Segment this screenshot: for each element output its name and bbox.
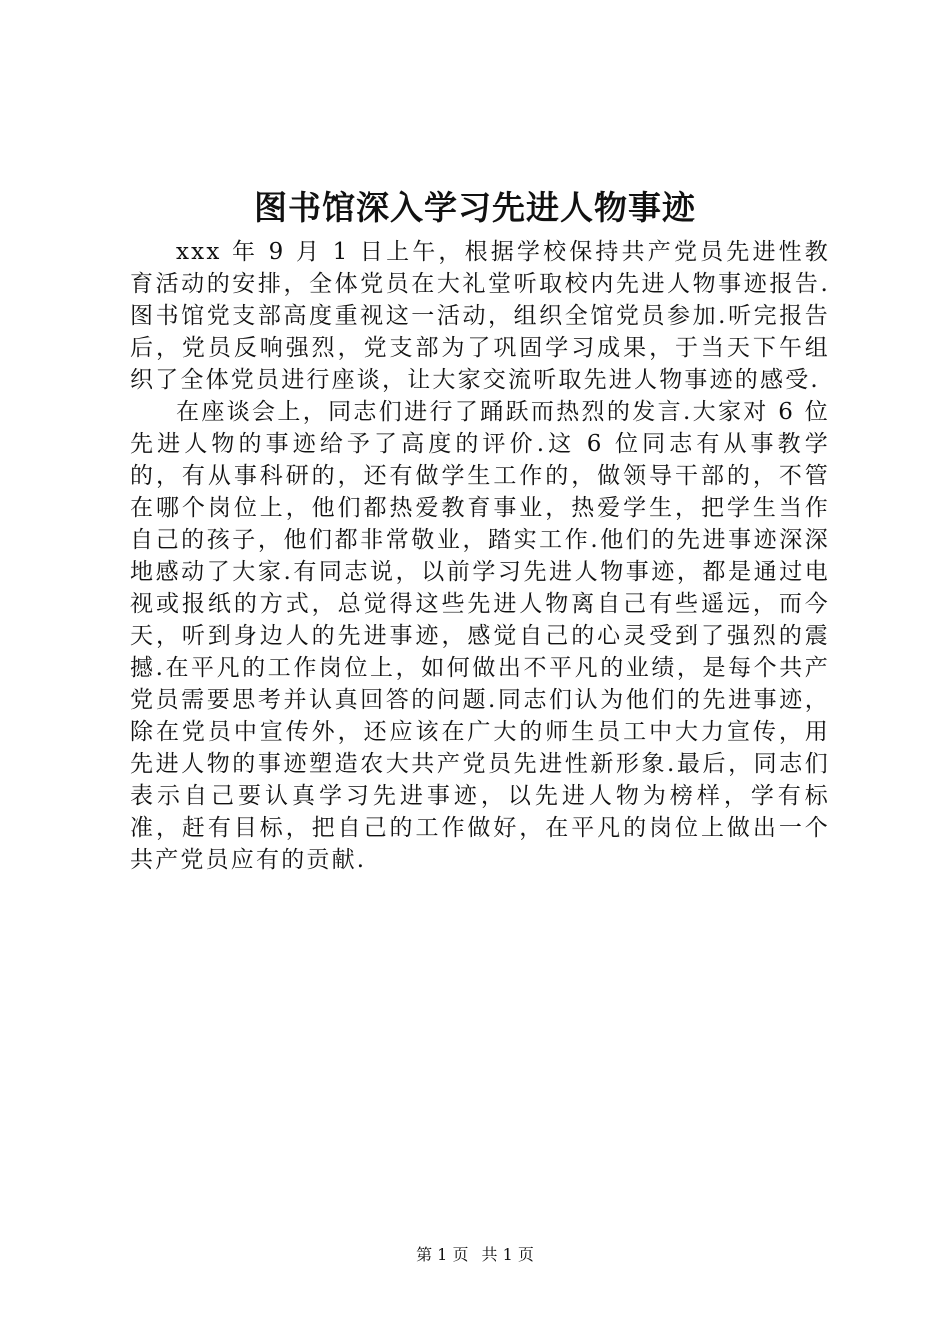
page-total: 共 1 页 — [481, 1245, 534, 1264]
document-title: 图书馆深入学习先进人物事迹 — [254, 188, 696, 227]
paragraph-2: 在座谈会上，同志们进行了踊跃而热烈的发言.大家对 6 位先进人物的事迹给予了高度的评价.这 6 位同志有从事教学的，有从事科研的，还有做学生工作的，做领导干部的，不管在哪个岗位上，他们都热爱教育事业，热爱学生，把学生当作自己的孩子，他们都非常敬业，踏实工作.他们的先进事迹深深地感动了大家.有同志说，以前学习先进人物事迹，都是通过电视或报纸的方式，总觉得这些先进人物离自己有些遥远，而今天，听到身边人的先进事迹，感觉自己的心灵受到了强烈的震撼.在平凡的工作岗位上，如何做出不平凡的业绩，是每个共产党员需要思考并认真回答的问题.同志们认为他们的先进事迹，除在党员中宣传外，还应该在广大的师生员工中大力宣传，用先进人物的事迹塑造农大共产党员先进性新形象.最后，同志们表示自己要认真学习先进事迹，以先进人物为榜样，学有标准，赶有目标，把自己的工作做好，在平凡的岗位上做出一个共产党员应有的贡献. — [130, 399, 830, 873]
page-number: 第 1 页 — [416, 1245, 469, 1264]
page-footer — [0, 1244, 950, 1266]
paragraph-1: xxx 年 9 月 1 日上午，根据学校保持共产党员先进性教育活动的安排，全体党员在大礼堂听取校内先进人物事迹报告.图书馆党支部高度重视这一活动，组织全馆党员参加.听完报告后，党员反响强烈，党支部为了巩固学习成果，于当天下午组织了全体党员进行座谈，让大家交流听取先进人物事迹的感受. — [130, 239, 830, 393]
document-body — [130, 236, 830, 876]
